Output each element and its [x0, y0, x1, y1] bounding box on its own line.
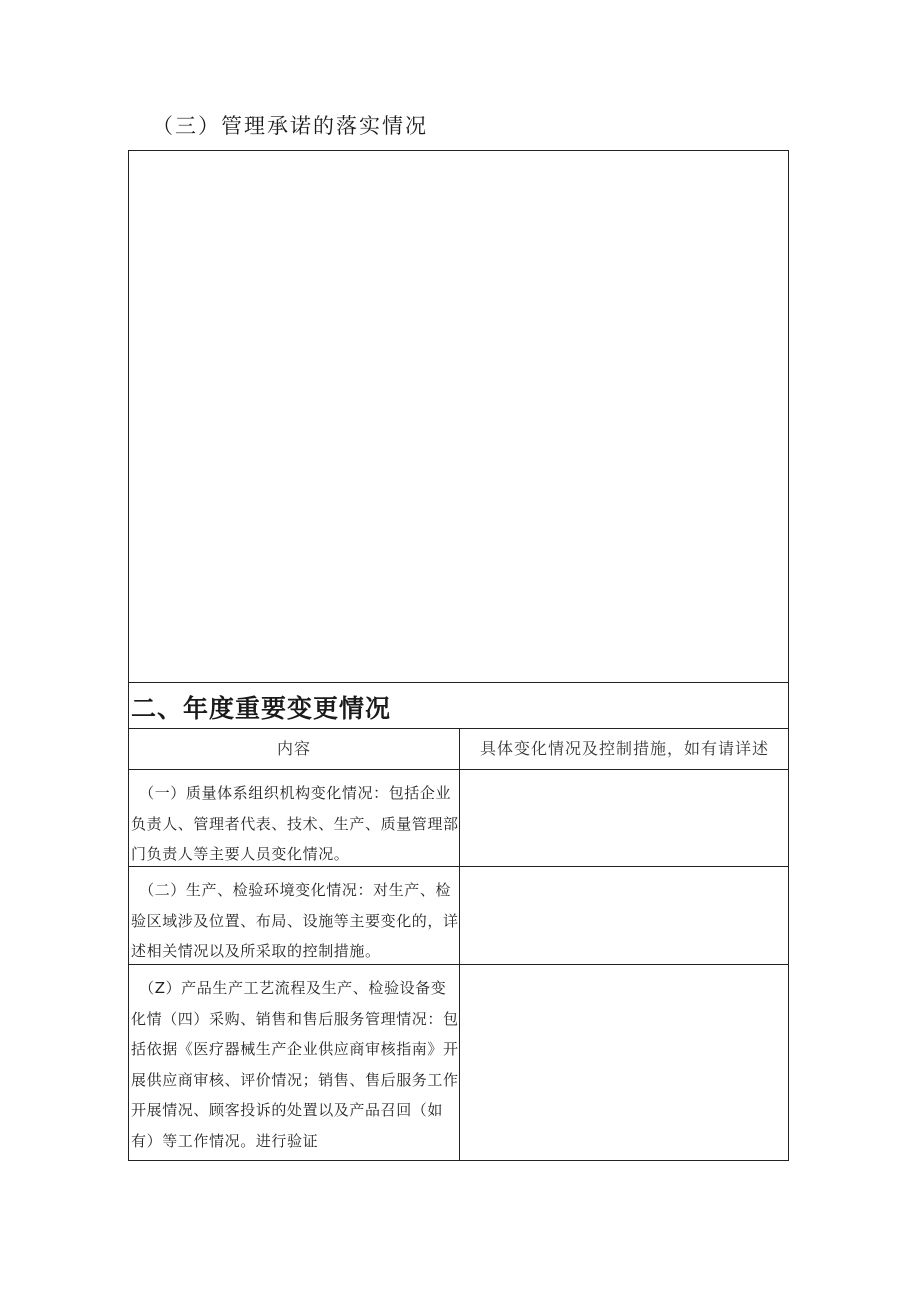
header-details: 具体变化情况及控制措施，如有请详述 — [479, 739, 769, 758]
changes-heading: 二、年度重要变更情况 — [131, 694, 392, 723]
details-cell-process-changes[interactable] — [460, 965, 789, 1160]
changes-heading-row — [129, 683, 788, 729]
details-cell-org-changes[interactable] — [460, 770, 789, 866]
header-content: 内容 — [276, 739, 311, 758]
report-table — [128, 150, 789, 1161]
details-cell-environment-changes[interactable] — [460, 867, 789, 964]
row-process-changes-text: （Z）产品生产工艺流程及生产、检验设备变 化情（四）采购、销售和售后服务管理情况：包 括依据《医疗器械生产企业供应商审核指南》开 展供应商审核、评价情况；销售、售后服务工作 开展情况、顾客投诉的处置以及产品召回（如 有）等工作情况。进行验证 — [131, 979, 459, 1150]
row-environment-changes-text: （二）生产、检验环境变化情况：对生产、检 验区域涉及位置、布局、设施等主要变化的，详 述相关情况以及所采取的控制措施。 — [131, 881, 459, 960]
commitment-answer-area[interactable] — [129, 151, 788, 683]
row-org-changes-text: （一）质量体系组织机构变化情况：包括企业 负责人、管理者代表、技术、生产、质量管理部 门负责人等主要人员变化情况。 — [131, 784, 459, 863]
section-title: （三）管理承诺的落实情况 — [152, 114, 428, 138]
